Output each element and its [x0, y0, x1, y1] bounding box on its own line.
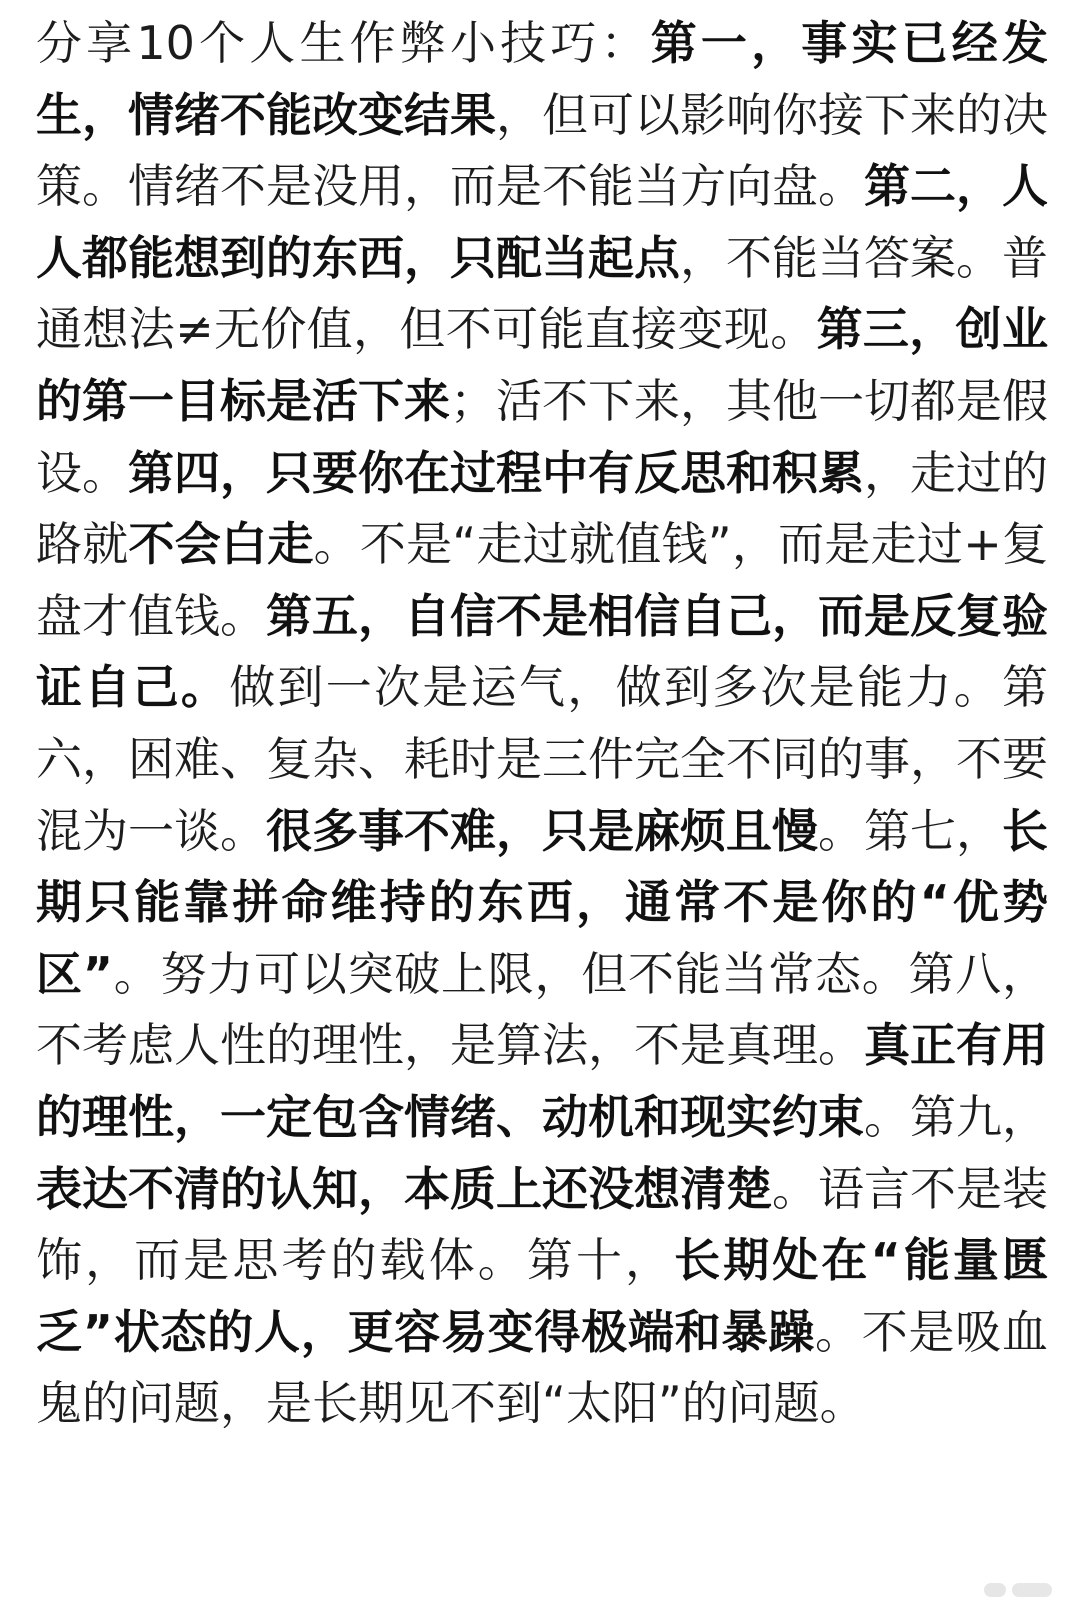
post-segment-bold: 第四，只要你在过程中有反思和积累	[128, 445, 864, 500]
post-segment: ，但可以影响你接下来的决策。情绪不是没用，而是不能当方向盘。	[36, 87, 1048, 214]
watermark-bar	[1012, 1583, 1052, 1597]
post-segment-bold: 第五，自信不是相信自己，而是反复验证自己。	[36, 588, 1048, 715]
post-segment: 。第九，	[864, 1089, 1048, 1144]
post-segment-bold: 不会白走	[128, 517, 314, 572]
post-segment: 。不是“走过就值钱”，而是走过+复盘才值钱。	[36, 517, 1049, 643]
post-segment: ，走过的路就	[36, 445, 1048, 572]
post-segment-bold: 第一，事实已经发生，情绪不能改变结果	[36, 16, 1048, 142]
post-body	[36, 8, 1048, 1440]
post-segment: 。语言不是装饰，而是思考的载体。第十，	[36, 1161, 1048, 1288]
post-segment: ；活不下来，其他一切都是假设。	[36, 373, 1048, 500]
post-segment-bold: 长期处在“能量匮乏”状态的人，更容易变得极端和暴躁	[36, 1233, 1049, 1359]
post-segment: 分享10个人生作弊小技巧：	[36, 16, 651, 70]
post-segment: ，不能当答案。普通想法≠无价值，但不可能直接变现。	[36, 230, 1048, 357]
post-segment-bold: 表达不清的认知，本质上还没想清楚	[36, 1161, 772, 1216]
watermark-bar	[984, 1583, 1006, 1597]
post-segment-bold: 第三，创业的第一目标是活下来	[36, 302, 1048, 428]
post-segment-bold: 长期只能靠拼命维持的东西，通常不是你的“优势区”	[36, 803, 1048, 1001]
post-segment: 。第七，	[818, 803, 1002, 858]
post-segment-bold: 很多事不难，只是麻烦且慢	[266, 803, 818, 858]
post-segment-bold: 真正有用的理性，一定包含情绪、动机和现实约束	[36, 1018, 1048, 1144]
watermark-mark	[964, 1576, 1052, 1604]
post-segment: 做到一次是运气，做到多次是能力。第六，困难、复杂、耗时是三件完全不同的事，不要混为一谈。	[36, 660, 1049, 858]
post-segment-bold: 第二，人人都能想到的东西，只配当起点	[36, 159, 1048, 285]
post-segment: 。努力可以突破上限，但不能当常态。第八，不考虑人性的理性，是算法，不是真理。	[36, 946, 1048, 1073]
post-segment: 。不是吸血鬼的问题，是长期见不到“太阳”的问题。	[36, 1304, 1049, 1431]
